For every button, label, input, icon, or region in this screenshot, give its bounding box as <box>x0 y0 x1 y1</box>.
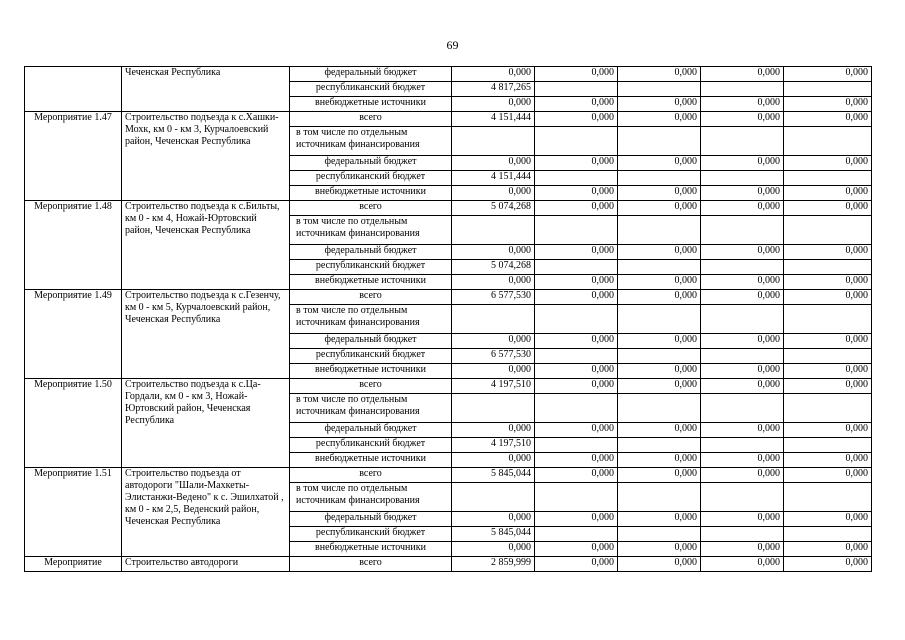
amount-cell: 0,000 <box>784 468 872 483</box>
event-name-cell: Строительство подъезда к с.Гезенчу, км 0 - км 5, Курчалоевский район, Чеченская Республика <box>122 290 290 379</box>
amount-cell: 0,000 <box>452 245 535 260</box>
amount-cell <box>618 216 701 245</box>
amount-cell <box>701 483 784 512</box>
funding-source-cell: внебюджетные источники <box>290 275 452 290</box>
amount-cell: 4 151,444 <box>452 112 535 127</box>
event-id-cell <box>25 67 122 112</box>
amount-cell <box>784 438 872 453</box>
amount-cell: 4 817,265 <box>452 82 535 97</box>
event-id-cell: Мероприятие 1.51 <box>25 468 122 557</box>
amount-cell: 5 845,044 <box>452 468 535 483</box>
amount-cell: 0,000 <box>618 542 701 557</box>
amount-cell: 0,000 <box>535 468 618 483</box>
amount-cell <box>452 305 535 334</box>
amount-cell: 0,000 <box>618 468 701 483</box>
amount-cell <box>701 127 784 156</box>
amount-cell: 0,000 <box>701 379 784 394</box>
event-name-cell: Строительство подъезда от автодороги "Шали-Махкеты-Элистанжи-Ведено" к с. Эшилхатой , км 0 - км 2,5, Веденский район, Чеченская Республика <box>122 468 290 557</box>
amount-cell: 0,000 <box>452 364 535 379</box>
amount-cell: 0,000 <box>701 97 784 112</box>
amount-cell: 0,000 <box>784 290 872 305</box>
amount-cell <box>535 527 618 542</box>
amount-cell: 0,000 <box>452 186 535 201</box>
amount-cell: 0,000 <box>452 275 535 290</box>
amount-cell: 0,000 <box>618 423 701 438</box>
amount-cell: 0,000 <box>701 542 784 557</box>
amount-cell: 0,000 <box>535 97 618 112</box>
funding-source-cell: внебюджетные источники <box>290 542 452 557</box>
amount-cell: 0,000 <box>535 112 618 127</box>
funding-source-cell: всего <box>290 379 452 394</box>
funding-source-cell: всего <box>290 557 452 572</box>
amount-cell: 0,000 <box>452 453 535 468</box>
amount-cell <box>618 394 701 423</box>
amount-cell: 0,000 <box>618 334 701 349</box>
amount-cell <box>618 127 701 156</box>
funding-source-cell: федеральный бюджет <box>290 156 452 171</box>
amount-cell: 0,000 <box>701 453 784 468</box>
funding-source-cell: республиканский бюджет <box>290 82 452 97</box>
amount-cell: 0,000 <box>535 201 618 216</box>
amount-cell: 0,000 <box>701 67 784 82</box>
amount-cell <box>535 260 618 275</box>
event-id-cell: Мероприятие <box>25 557 122 572</box>
amount-cell: 0,000 <box>784 364 872 379</box>
amount-cell: 0,000 <box>618 67 701 82</box>
table-row <box>25 67 872 82</box>
funding-source-cell: республиканский бюджет <box>290 171 452 186</box>
amount-cell: 0,000 <box>535 364 618 379</box>
event-name-cell: Строительство автодороги <box>122 557 290 572</box>
amount-cell: 0,000 <box>701 512 784 527</box>
funding-source-cell: всего <box>290 290 452 305</box>
amount-cell: 0,000 <box>618 245 701 260</box>
amount-cell: 0,000 <box>452 512 535 527</box>
amount-cell <box>618 438 701 453</box>
amount-cell: 0,000 <box>618 453 701 468</box>
funding-source-cell: в том числе по отдельным источникам финансирования <box>290 216 452 245</box>
amount-cell: 0,000 <box>784 379 872 394</box>
table-row <box>25 557 872 572</box>
table-row <box>25 290 872 305</box>
budget-table-body <box>25 67 872 572</box>
amount-cell <box>535 349 618 364</box>
funding-source-cell: в том числе по отдельным источникам финансирования <box>290 305 452 334</box>
event-name-cell: Строительство подъезда к с.Бильты, км 0 - км 4, Ножай-Юртовский район, Чеченская Республика <box>122 201 290 290</box>
funding-source-cell: внебюджетные источники <box>290 97 452 112</box>
amount-cell: 0,000 <box>535 423 618 438</box>
event-id-cell: Мероприятие 1.50 <box>25 379 122 468</box>
funding-source-cell: внебюджетные источники <box>290 186 452 201</box>
funding-source-cell: федеральный бюджет <box>290 423 452 438</box>
amount-cell: 0,000 <box>535 186 618 201</box>
amount-cell: 0,000 <box>784 97 872 112</box>
amount-cell <box>701 216 784 245</box>
amount-cell: 0,000 <box>452 156 535 171</box>
amount-cell: 0,000 <box>452 67 535 82</box>
amount-cell: 0,000 <box>784 156 872 171</box>
table-row <box>25 112 872 127</box>
amount-cell: 0,000 <box>535 290 618 305</box>
amount-cell <box>535 305 618 334</box>
amount-cell <box>701 171 784 186</box>
amount-cell <box>784 82 872 97</box>
amount-cell: 0,000 <box>784 512 872 527</box>
funding-source-cell: всего <box>290 112 452 127</box>
amount-cell: 0,000 <box>618 557 701 572</box>
amount-cell <box>701 349 784 364</box>
amount-cell: 0,000 <box>452 423 535 438</box>
amount-cell: 5 845,044 <box>452 527 535 542</box>
amount-cell <box>535 82 618 97</box>
amount-cell <box>452 483 535 512</box>
amount-cell: 0,000 <box>701 201 784 216</box>
amount-cell <box>784 127 872 156</box>
amount-cell: 0,000 <box>618 364 701 379</box>
event-name-cell: Строительство подъезда к с.Хашки-Мохк, км 0 - км 3, Курчалоевский район, Чеченская Республика <box>122 112 290 201</box>
amount-cell: 0,000 <box>701 290 784 305</box>
amount-cell: 4 151,444 <box>452 171 535 186</box>
amount-cell <box>701 82 784 97</box>
event-name-cell: Чеченская Республика <box>122 67 290 112</box>
funding-source-cell: республиканский бюджет <box>290 527 452 542</box>
amount-cell: 0,000 <box>618 97 701 112</box>
amount-cell <box>452 127 535 156</box>
amount-cell <box>535 216 618 245</box>
amount-cell: 0,000 <box>701 245 784 260</box>
funding-source-cell: внебюджетные источники <box>290 364 452 379</box>
table-row <box>25 379 872 394</box>
amount-cell: 0,000 <box>452 97 535 112</box>
amount-cell: 0,000 <box>535 379 618 394</box>
funding-source-cell: в том числе по отдельным источникам финансирования <box>290 483 452 512</box>
funding-source-cell: республиканский бюджет <box>290 349 452 364</box>
amount-cell <box>618 527 701 542</box>
amount-cell: 0,000 <box>452 542 535 557</box>
table-row <box>25 201 872 216</box>
amount-cell <box>535 127 618 156</box>
amount-cell <box>784 483 872 512</box>
amount-cell <box>618 82 701 97</box>
amount-cell <box>535 394 618 423</box>
event-id-cell: Мероприятие 1.49 <box>25 290 122 379</box>
amount-cell: 5 074,268 <box>452 201 535 216</box>
amount-cell <box>701 394 784 423</box>
amount-cell: 0,000 <box>701 334 784 349</box>
amount-cell: 6 577,530 <box>452 290 535 305</box>
amount-cell <box>784 305 872 334</box>
amount-cell: 0,000 <box>784 423 872 438</box>
page-number: 69 <box>446 38 459 52</box>
amount-cell: 0,000 <box>618 186 701 201</box>
funding-source-cell: в том числе по отдельным источникам финансирования <box>290 394 452 423</box>
amount-cell: 0,000 <box>618 112 701 127</box>
amount-cell <box>452 394 535 423</box>
amount-cell: 5 074,268 <box>452 260 535 275</box>
amount-cell <box>618 483 701 512</box>
amount-cell: 0,000 <box>535 156 618 171</box>
amount-cell <box>535 483 618 512</box>
amount-cell: 0,000 <box>618 290 701 305</box>
amount-cell: 0,000 <box>535 275 618 290</box>
amount-cell: 6 577,530 <box>452 349 535 364</box>
amount-cell: 0,000 <box>535 542 618 557</box>
amount-cell: 0,000 <box>535 557 618 572</box>
amount-cell: 0,000 <box>784 245 872 260</box>
amount-cell: 0,000 <box>618 512 701 527</box>
amount-cell: 0,000 <box>784 542 872 557</box>
funding-source-cell: республиканский бюджет <box>290 260 452 275</box>
amount-cell: 0,000 <box>535 512 618 527</box>
amount-cell: 0,000 <box>784 275 872 290</box>
amount-cell: 0,000 <box>784 334 872 349</box>
amount-cell <box>701 260 784 275</box>
amount-cell <box>784 394 872 423</box>
amount-cell: 0,000 <box>535 334 618 349</box>
amount-cell <box>784 171 872 186</box>
amount-cell: 0,000 <box>784 67 872 82</box>
amount-cell <box>535 171 618 186</box>
amount-cell <box>784 260 872 275</box>
amount-cell: 0,000 <box>452 334 535 349</box>
amount-cell: 0,000 <box>701 275 784 290</box>
amount-cell: 0,000 <box>701 186 784 201</box>
amount-cell: 0,000 <box>701 156 784 171</box>
amount-cell <box>701 305 784 334</box>
funding-source-cell: федеральный бюджет <box>290 512 452 527</box>
amount-cell <box>452 216 535 245</box>
amount-cell: 0,000 <box>784 453 872 468</box>
amount-cell: 0,000 <box>618 201 701 216</box>
budget-table <box>24 66 872 572</box>
event-id-cell: Мероприятие 1.48 <box>25 201 122 290</box>
amount-cell: 0,000 <box>535 67 618 82</box>
amount-cell: 0,000 <box>701 423 784 438</box>
funding-source-cell: федеральный бюджет <box>290 334 452 349</box>
amount-cell: 0,000 <box>784 186 872 201</box>
amount-cell <box>784 527 872 542</box>
amount-cell: 0,000 <box>784 112 872 127</box>
amount-cell: 2 859,999 <box>452 557 535 572</box>
event-name-cell: Строительство подъезда к с.Ца-Гордали, км 0 - км 3, Ножай-Юртовский район, Чеченская Республика <box>122 379 290 468</box>
amount-cell: 0,000 <box>701 364 784 379</box>
amount-cell: 0,000 <box>701 112 784 127</box>
table-row <box>25 468 872 483</box>
event-id-cell: Мероприятие 1.47 <box>25 112 122 201</box>
amount-cell: 0,000 <box>535 453 618 468</box>
funding-source-cell: республиканский бюджет <box>290 438 452 453</box>
amount-cell <box>784 349 872 364</box>
amount-cell: 4 197,510 <box>452 379 535 394</box>
amount-cell <box>618 305 701 334</box>
amount-cell <box>784 216 872 245</box>
funding-source-cell: в том числе по отдельным источникам финансирования <box>290 127 452 156</box>
amount-cell <box>618 349 701 364</box>
amount-cell: 4 197,510 <box>452 438 535 453</box>
amount-cell: 0,000 <box>618 379 701 394</box>
amount-cell <box>535 438 618 453</box>
amount-cell: 0,000 <box>535 245 618 260</box>
amount-cell: 0,000 <box>784 201 872 216</box>
funding-source-cell: федеральный бюджет <box>290 245 452 260</box>
amount-cell: 0,000 <box>618 275 701 290</box>
funding-source-cell: всего <box>290 201 452 216</box>
funding-source-cell: всего <box>290 468 452 483</box>
amount-cell <box>701 438 784 453</box>
amount-cell <box>618 260 701 275</box>
funding-source-cell: федеральный бюджет <box>290 67 452 82</box>
amount-cell: 0,000 <box>701 557 784 572</box>
amount-cell <box>701 527 784 542</box>
funding-source-cell: внебюджетные источники <box>290 453 452 468</box>
amount-cell: 0,000 <box>784 557 872 572</box>
amount-cell <box>618 171 701 186</box>
amount-cell: 0,000 <box>618 156 701 171</box>
amount-cell: 0,000 <box>701 468 784 483</box>
